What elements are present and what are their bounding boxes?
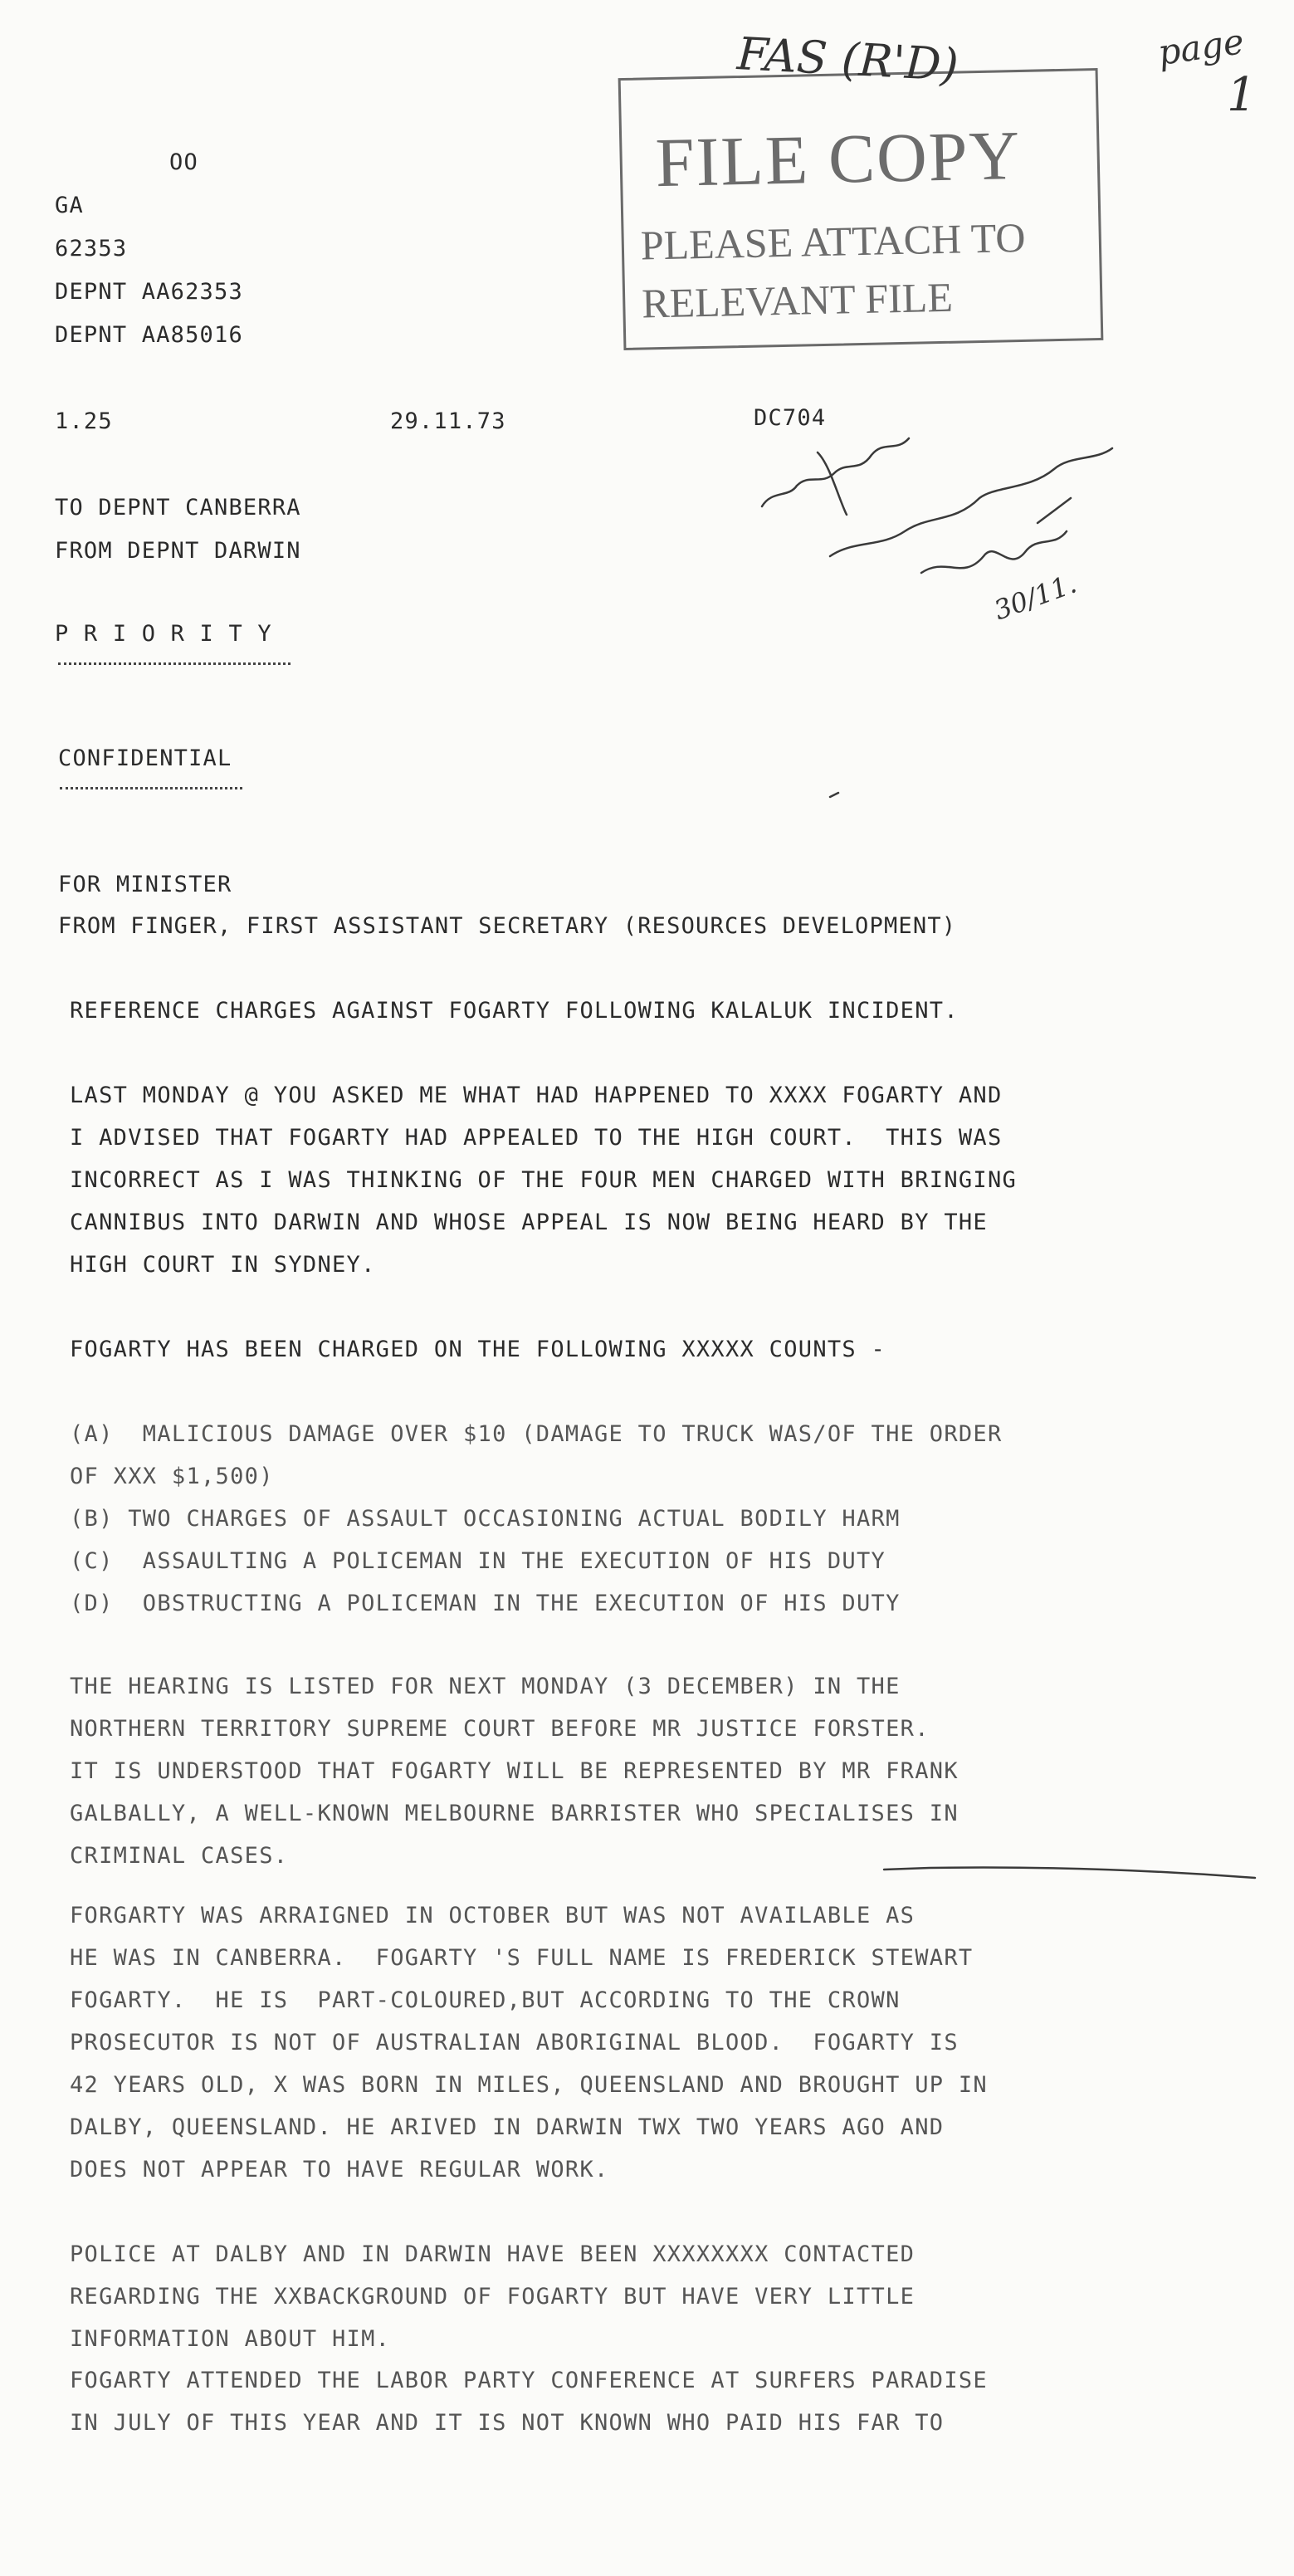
line-number: 62353 bbox=[55, 236, 128, 262]
reference-line: REFERENCE CHARGES AGAINST FOGARTY FOLLOWING KALALUK INCIDENT. bbox=[70, 998, 959, 1024]
line-depnt-1: DEPNT AA62353 bbox=[55, 279, 243, 305]
confidential-underline bbox=[60, 787, 242, 789]
message-time: 1.25 bbox=[55, 408, 113, 434]
confidential-label: CONFIDENTIAL bbox=[58, 745, 232, 771]
routing-to: TO DEPNT CANBERRA bbox=[55, 495, 301, 521]
stamp-title: FILE COPY bbox=[654, 116, 1023, 203]
stamp-line-1: PLEASE ATTACH TO bbox=[640, 213, 1026, 269]
paragraph-6: FOGARTY ATTENDED THE LABOR PARTY CONFERENCE AT SURFERS PARADISE IN JULY OF THIS YEAR AND IT IS NOT KNOWN WHO PAID HIS FAR TO bbox=[70, 2368, 988, 2436]
handwritten-date-note: 30/11. bbox=[989, 567, 1081, 627]
routing-from: FROM DEPNT DARWIN bbox=[55, 538, 301, 564]
paragraph-1: LAST MONDAY @ YOU ASKED ME WHAT HAD HAPPENED TO XXXX FOGARTY AND I ADVISED THAT FOGARTY HAD APPEALED TO THE HIGH COURT. THIS WAS INCORRECT AS I WAS THINKING OF THE FOUR MEN CHARGED WITH BRINGING CANNIBUS INTO DARWIN AND WHOSE APPEAL IS NOW BEING HEARD BY THE HIGH COURT IN SYDNEY. bbox=[70, 1083, 1018, 1278]
paragraph-2: FOGARTY HAS BEEN CHARGED ON THE FOLLOWING XXXXX COUNTS - bbox=[70, 1337, 886, 1362]
paragraph-3: THE HEARING IS LISTED FOR NEXT MONDAY (3 DECEMBER) IN THE NORTHERN TERRITORY SUPREME COURT BEFORE MR JUSTICE FORSTER. IT IS UNDERSTOOD THAT FOGARTY WILL BE REPRESENTED BY MR FRANK GALBALLY, A WELL-KNOWN MELBOURNE BARRISTER WHO SPECIALISES IN CRIMINAL CASES. bbox=[70, 1674, 959, 1869]
handwritten-page-number: 1 bbox=[1227, 68, 1257, 122]
code-oo: OO bbox=[169, 149, 198, 175]
handwritten-page-label: page bbox=[1155, 21, 1247, 73]
charges-list: (A) MALICIOUS DAMAGE OVER $10 (DAMAGE TO TRUCK WAS/OF THE ORDER OF XXX $1,500) (B) TWO CHARGES OF ASSAULT OCCASIONING ACTUAL BODILY HARM (C) ASSAULTING A POLICEMAN IN THE EXECUTION OF HIS DUTY (D) OBSTRUCTING A POLICEMAN IN THE EXECUTION OF HIS DUTY bbox=[70, 1421, 1003, 1616]
message-date: 29.11.73 bbox=[390, 408, 506, 434]
priority-label: P R I O R I T Y bbox=[55, 621, 272, 647]
priority-underline bbox=[58, 662, 291, 665]
stamp-line-2: RELEVANT FILE bbox=[641, 273, 954, 327]
paragraph-4: FORGARTY WAS ARRAIGNED IN OCTOBER BUT WAS NOT AVAILABLE AS HE WAS IN CANBERRA. FOGARTY 'S FULL NAME IS FREDERICK STEWART FOGARTY. HE IS PART-COLOURED,BUT ACCORDING TO THE CROWN PROSECUTOR IS NOT OF AUSTRALIAN ABORIGINAL BLOOD. FOGARTY IS 42 YEARS OLD, X WAS BORN IN MILES, QUEENSLAND AND BROUGHT UP IN DALBY, QUEENSLAND. HE ARIVED IN DARWIN TWX TWO YEARS AGO AND DOES NOT APPEAR TO HAVE REGULAR WORK. bbox=[70, 1903, 988, 2183]
line-ga: GA bbox=[55, 193, 84, 218]
message-ref: DC704 bbox=[754, 405, 827, 431]
paragraph-5: POLICE AT DALBY AND IN DARWIN HAVE BEEN XXXXXXXX CONTACTED REGARDING THE XXBACKGROUND OF FOGARTY BUT HAVE VERY LITTLE INFORMATION ABOUT HIM. bbox=[70, 2241, 916, 2352]
address-for: FOR MINISTER bbox=[58, 872, 232, 897]
line-depnt-2: DEPNT AA85016 bbox=[55, 322, 243, 348]
handwritten-fas: FAS (R'D) bbox=[735, 27, 960, 91]
address-from: FROM FINGER, FIRST ASSISTANT SECRETARY (RESOURCES DEVELOPMENT) bbox=[58, 913, 957, 939]
